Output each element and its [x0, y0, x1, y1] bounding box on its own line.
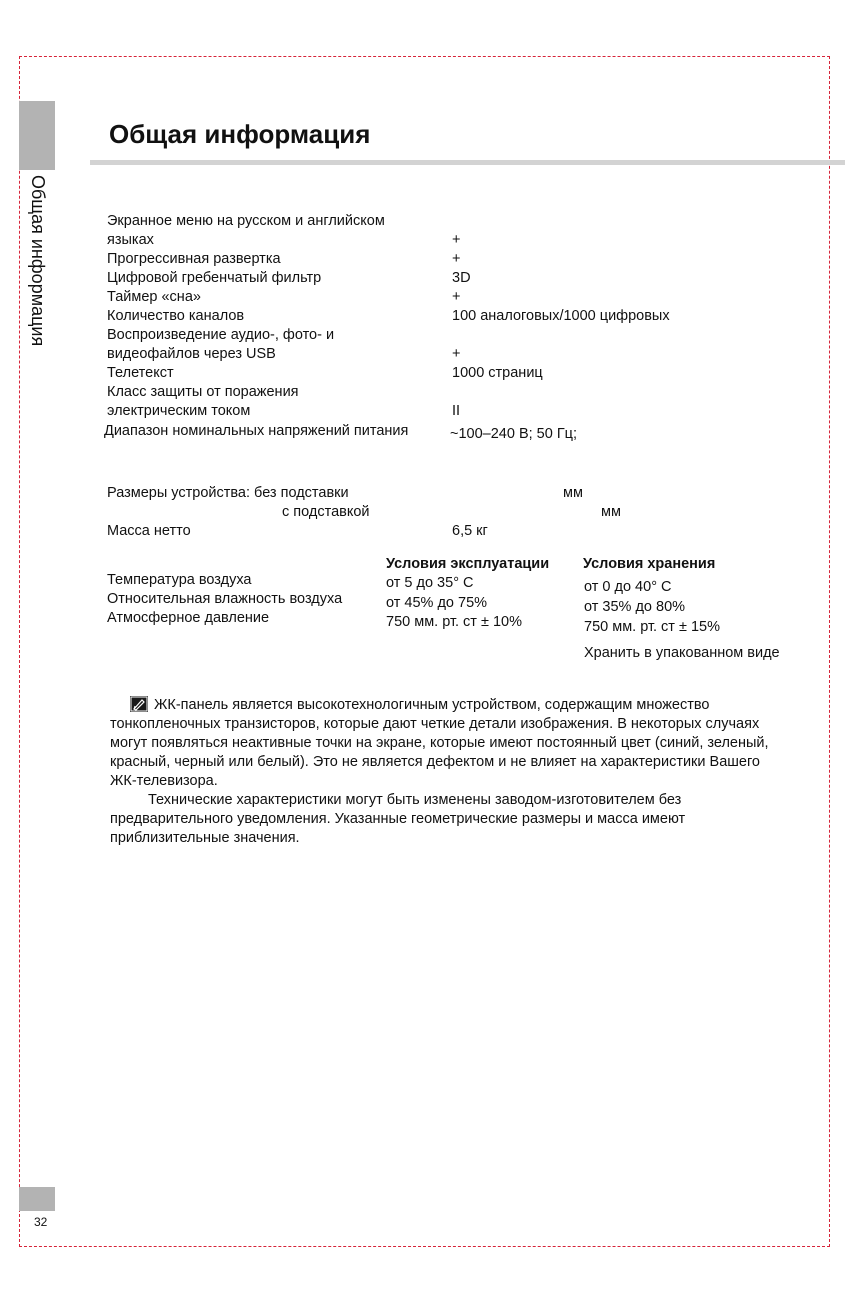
spec-value: II [452, 403, 461, 419]
storage-header: Условия хранения [583, 556, 716, 572]
side-tab [19, 101, 55, 170]
condition-label: Относительная влажность воздуха [107, 591, 343, 607]
spec-label: электрическим током [107, 403, 251, 419]
storage-value: 750 мм. рт. ст ± 15% [584, 619, 720, 635]
spec-label: Прогрессивная развертка [107, 251, 281, 267]
note-block [110, 696, 790, 848]
page-number: 32 [34, 1215, 48, 1229]
spec-value: + [452, 251, 461, 267]
footer-tab [19, 1187, 55, 1211]
spec-value: 3D [452, 270, 471, 286]
spec-label: Количество каналов [107, 308, 245, 324]
operating-header: Условия эксплуатации [386, 556, 550, 572]
page-title: Общая информация [109, 119, 371, 149]
operating-value: от 5 до 35° С [386, 575, 474, 591]
spec-label: Цифровой гребенчатый фильтр [107, 270, 322, 286]
spec-label: Экранное меню на русском и английском [107, 213, 385, 229]
note-paragraph-2: Технические характеристики могут быть изменены заводом-изготовителем без предварительного уведомления. Указанные геометрические размеры и масса имеют приблизительные значения. [110, 792, 686, 846]
note-paragraph-1: ЖК-панель является высокотехнологичным устройством, содержащим множество тонкопленочных транзисторов, которые дают четкие детали изображения. В некоторых случаях могут появляться неактивные точки на экране, которые имеют постоянный цвет (синий, зеленый, красный, черный или белый). Это не является дефектом и не влияет на характеристики Вашего ЖК-телевизора. [110, 697, 769, 789]
side-section-label: Общая информация [28, 175, 48, 347]
spec-label: Таймер «сна» [107, 289, 201, 305]
dimensions-unit-with-stand: мм [601, 504, 621, 520]
storage-value: от 35% до 80% [584, 599, 686, 615]
spec-value: + [452, 289, 461, 305]
spec-value: + [452, 232, 461, 248]
spec-label: языках [107, 232, 154, 248]
spec-label: Телетекст [107, 365, 174, 381]
condition-label: Температура воздуха [107, 572, 252, 588]
spec-label: Воспроизведение аудио-, фото- и [107, 327, 335, 343]
note-pen-icon [130, 696, 148, 712]
storage-note: Хранить в упакованном виде [584, 645, 780, 661]
spec-value: ~100–240 В; 50 Гц; [450, 426, 578, 442]
condition-label: Атмосферное давление [107, 610, 270, 626]
spec-label: Диапазон номинальных напряжений питания [104, 423, 409, 439]
operating-value: 750 мм. рт. ст ± 10% [386, 614, 522, 630]
dimensions-with-stand-label: с подставкой [282, 504, 370, 520]
spec-label: Класс защиты от поражения [107, 384, 299, 400]
dimensions-label: Размеры устройства: без подставки [107, 485, 349, 501]
title-rule [90, 160, 845, 165]
spec-label: видеофайлов через USB [107, 346, 276, 362]
spec-value: 1000 страниц [452, 365, 543, 381]
mass-value: 6,5 кг [452, 523, 488, 539]
spec-value: 100 аналоговых/1000 цифровых [452, 308, 670, 324]
operating-value: от 45% до 75% [386, 595, 488, 611]
mass-label: Масса нетто [107, 523, 191, 539]
storage-value: от 0 до 40° С [584, 579, 672, 595]
spec-value: + [452, 346, 461, 362]
dimensions-unit-without-stand: мм [563, 485, 583, 501]
